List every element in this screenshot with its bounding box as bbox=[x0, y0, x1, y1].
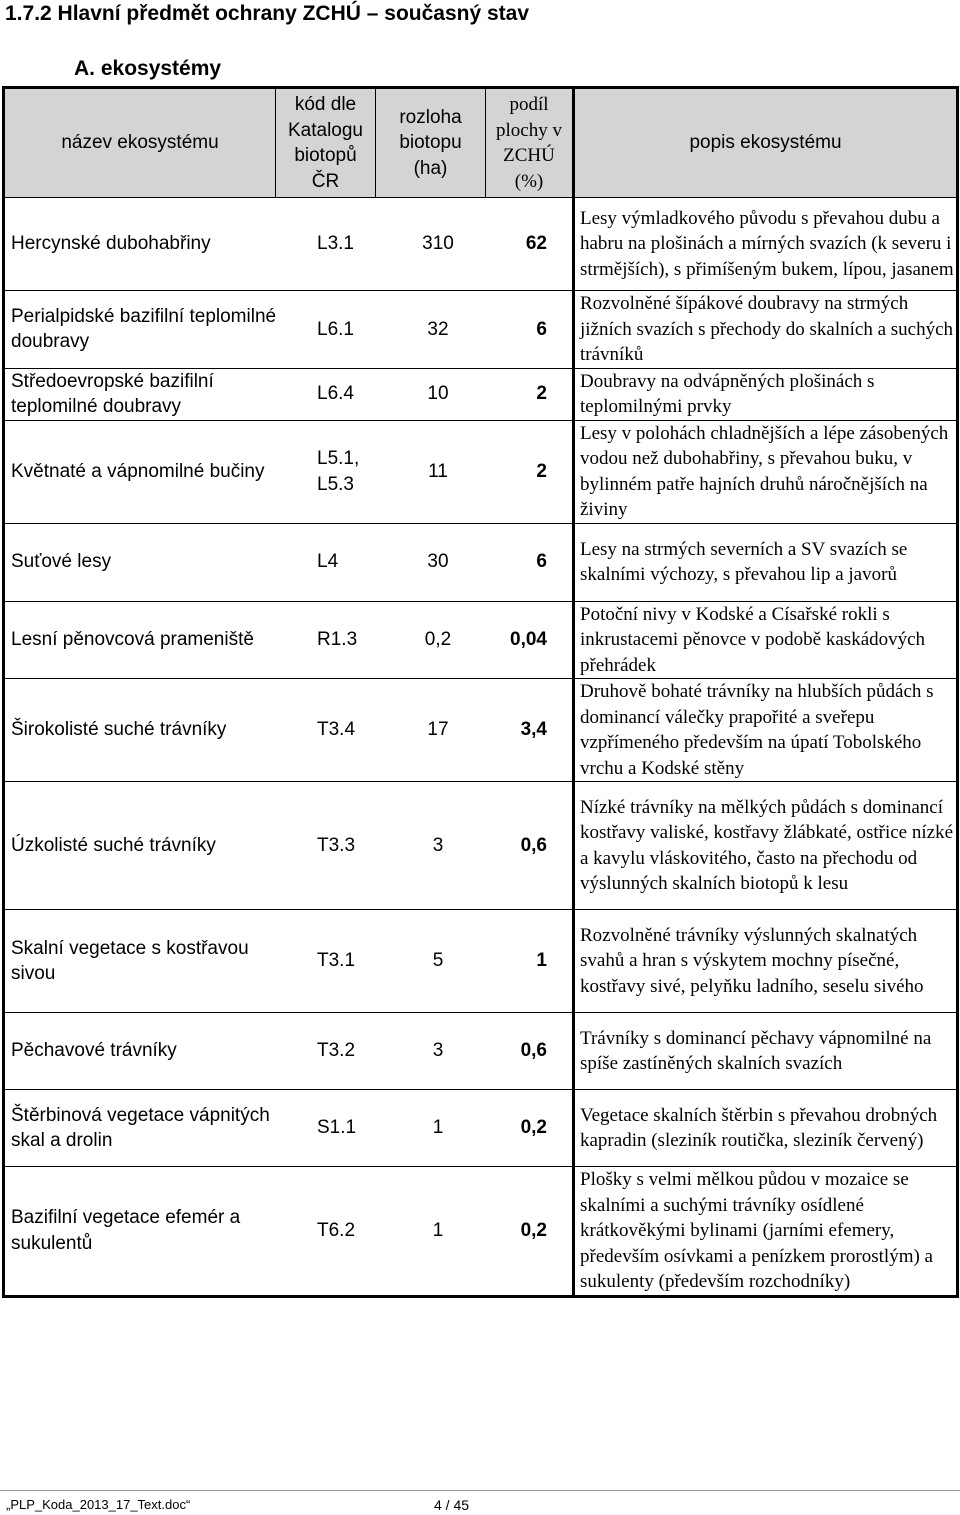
table-row bbox=[4, 782, 958, 910]
row-name: Květnaté a vápnomilné bučiny bbox=[11, 460, 265, 482]
row-name: Širokolisté suché trávníky bbox=[11, 719, 227, 741]
row-values bbox=[4, 1090, 574, 1167]
row-description: Rozvolněné trávníky výslunných skalnatých svahů a hran s výskytem mochny písečné, kostřavy sivé, pelyňku ladního, seselu sivého bbox=[574, 910, 958, 1013]
row-description: Vegetace skalních štěrbin s převahou drobných kapradin (sleziník routička, sleziník červený) bbox=[574, 1090, 958, 1167]
row-values bbox=[4, 910, 574, 1013]
row-share: 2 bbox=[536, 460, 547, 482]
row-description: Plošky s velmi mělkou půdou v mozaice se skalními a suchými trávníky osídlené krátkověkými bylinami (jarními efemery, především osívkami a penízkem prorostlým) a sukulenty (především rozchodníky) bbox=[574, 1167, 958, 1297]
table-row bbox=[4, 910, 958, 1013]
section-subheading: A. ekosystémy bbox=[74, 57, 222, 80]
header-area: rozloha biotopu (ha) bbox=[376, 88, 486, 198]
row-values bbox=[4, 1167, 574, 1297]
row-name: Skalní vegetace s kostřavou sivou bbox=[11, 937, 249, 984]
row-values bbox=[4, 679, 574, 782]
table-row bbox=[4, 679, 958, 782]
page-footer bbox=[6, 1497, 470, 1513]
row-description: Lesy v polohách chladnějších a lépe zásobených vodou než dubohabřiny, s převahou buku, v bylinném patře hajních druhů náročnějších na živiny bbox=[574, 420, 958, 523]
row-name: Lesní pěnovcová prameniště bbox=[11, 629, 254, 650]
row-values bbox=[4, 601, 574, 679]
table-row bbox=[4, 1167, 958, 1297]
row-values bbox=[4, 523, 574, 601]
row-code: T6.2 bbox=[317, 1220, 356, 1241]
row-area: 11 bbox=[428, 460, 448, 482]
row-code: S1.1 bbox=[317, 1117, 357, 1139]
row-share: 0,04 bbox=[510, 629, 547, 650]
row-values bbox=[4, 1013, 574, 1090]
row-code: T3.1 bbox=[317, 950, 356, 972]
header-name: název ekosystému bbox=[4, 88, 276, 198]
row-area: 3 bbox=[432, 1040, 444, 1062]
row-description: Potoční nivy v Kodské a Císařské rokli s inkrustacemi pěnovce v podobě kaskádových přehrádek bbox=[574, 601, 958, 679]
row-share: 0,6 bbox=[520, 834, 547, 856]
table-row bbox=[4, 523, 958, 601]
row-name: Perialpidské bazifilní teplomilné doubravy bbox=[11, 305, 277, 353]
table-row bbox=[4, 198, 958, 291]
row-name: Hercynské dubohabřiny bbox=[11, 233, 211, 255]
footer-rule bbox=[0, 1490, 960, 1491]
row-description: Druhově bohaté trávníky na hlubších půdách s dominancí válečky prapořité a sveřepu vzpřímeného především na úpatí Tobolského vrchu a Kodské stěny bbox=[574, 679, 958, 782]
table-row bbox=[4, 1013, 958, 1090]
row-share: 6 bbox=[536, 551, 547, 573]
row-code: L3.1 bbox=[317, 233, 354, 255]
row-name: Středoevropské bazifilní teplomilné doubravy bbox=[11, 370, 214, 417]
header-code: kód dle Katalogu biotopů ČR bbox=[276, 88, 376, 198]
row-description: Nízké trávníky na mělkých půdách s dominancí kostřavy valiské, kostřavy žlábkaté, ostřice nízké a kavylu vláskovitého, často na přechodu od výslunných skalních biotopů k lesu bbox=[574, 782, 958, 910]
row-share: 0,6 bbox=[520, 1040, 547, 1062]
header-description: popis ekosystému bbox=[574, 88, 958, 198]
table-row bbox=[4, 291, 958, 369]
row-area: 30 bbox=[427, 551, 449, 573]
row-area: 0,2 bbox=[424, 629, 452, 650]
row-code: T3.2 bbox=[317, 1040, 356, 1062]
row-area: 10 bbox=[427, 383, 449, 405]
row-name: Štěrbinová vegetace vápnitých skal a drolin bbox=[11, 1104, 270, 1151]
row-name: Pěchavové trávníky bbox=[11, 1040, 177, 1062]
row-description: Trávníky s dominancí pěchavy vápnomilné na spíše zastíněných skalních svazích bbox=[574, 1013, 958, 1090]
table-row bbox=[4, 368, 958, 420]
row-code: L4 bbox=[317, 551, 339, 573]
row-description: Doubravy na odvápněných plošinách s teplomilnými prvky bbox=[574, 368, 958, 420]
row-share: 0,2 bbox=[520, 1117, 547, 1139]
row-share: 0,2 bbox=[520, 1220, 547, 1241]
footer-page-number: 4 / 45 bbox=[434, 1497, 470, 1513]
row-share: 62 bbox=[525, 233, 547, 255]
row-area: 1 bbox=[432, 1117, 444, 1139]
table-row bbox=[4, 420, 958, 523]
row-values bbox=[4, 782, 574, 910]
row-area: 3 bbox=[432, 834, 444, 856]
row-values bbox=[4, 420, 574, 523]
header-share: podíl plochy v ZCHÚ (%) bbox=[486, 88, 574, 198]
footer-filename: „PLP_Koda_2013_17_Text.doc“ bbox=[6, 1497, 191, 1512]
row-name: Suťové lesy bbox=[11, 551, 112, 573]
row-code: L5.1, L5.3 bbox=[317, 448, 360, 495]
row-area: 1 bbox=[432, 1220, 444, 1241]
row-share: 1 bbox=[536, 950, 547, 972]
row-area: 5 bbox=[432, 950, 444, 972]
row-area: 310 bbox=[422, 233, 454, 255]
row-code: L6.4 bbox=[317, 383, 354, 405]
row-code: T3.4 bbox=[317, 719, 356, 741]
row-name: Bazifilní vegetace efemér a sukulentů bbox=[11, 1207, 241, 1254]
row-values bbox=[4, 368, 574, 420]
row-share: 2 bbox=[536, 383, 547, 405]
row-description: Lesy na strmých severních a SV svazích se skalními výchozy, s převahou lip a javorů bbox=[574, 523, 958, 601]
row-values bbox=[4, 198, 574, 291]
table-row bbox=[4, 1090, 958, 1167]
row-share: 6 bbox=[536, 318, 547, 340]
row-values bbox=[4, 291, 574, 369]
ecosystem-table bbox=[2, 86, 959, 1298]
row-share: 3,4 bbox=[520, 719, 547, 741]
row-code: R1.3 bbox=[317, 629, 358, 650]
table-row bbox=[4, 601, 958, 679]
row-area: 17 bbox=[427, 719, 449, 741]
section-heading: 1.7.2 Hlavní předmět ochrany ZCHÚ – současný stav bbox=[5, 2, 530, 25]
row-area: 32 bbox=[427, 318, 449, 340]
row-name: Úzkolisté suché trávníky bbox=[11, 834, 216, 856]
table-header-row bbox=[4, 88, 958, 198]
row-description: Lesy výmladkového původu s převahou dubu a habru na plošinách a mírných svazích (k severu i strmějších), s přimíšeným bukem, lípou, jasanem bbox=[574, 198, 958, 291]
row-code: T3.3 bbox=[317, 834, 356, 856]
row-description: Rozvolněné šípákové doubravy na strmých jižních svazích s přechody do skalních a suchých trávníků bbox=[574, 291, 958, 369]
row-code: L6.1 bbox=[317, 318, 354, 340]
